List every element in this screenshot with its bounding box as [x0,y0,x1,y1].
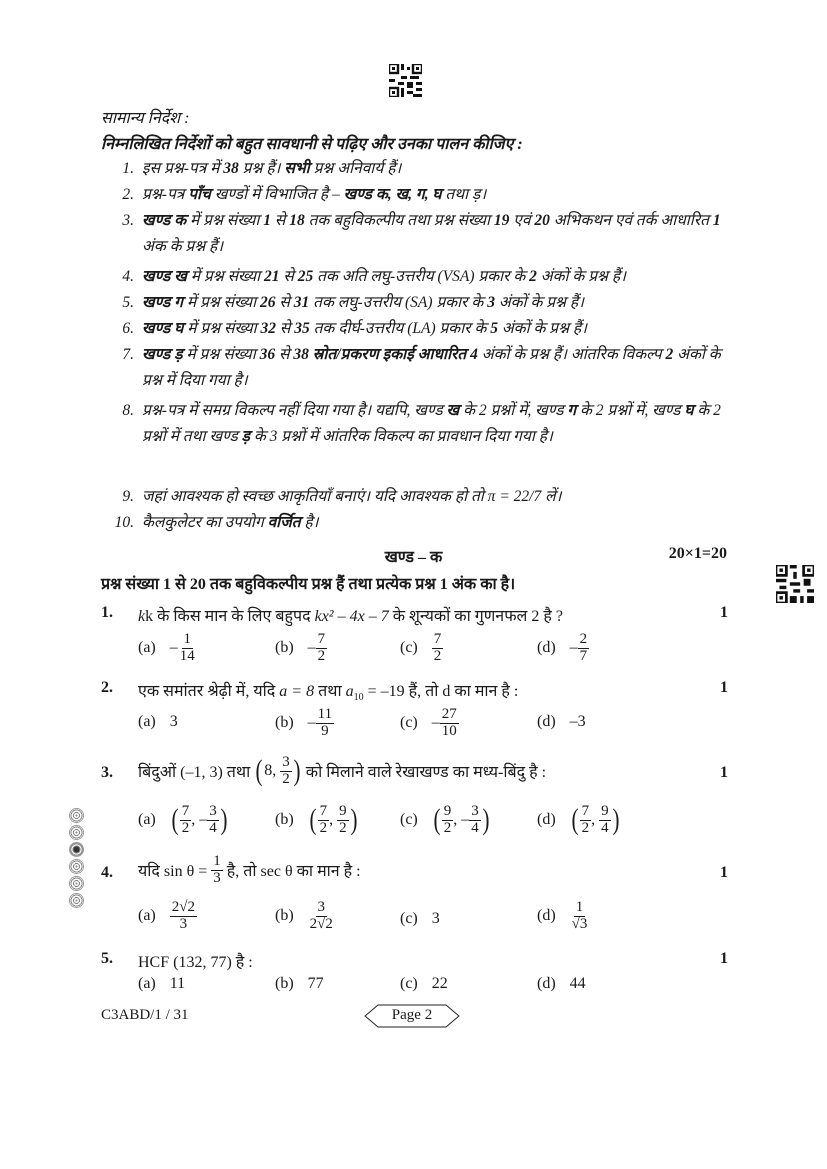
instruction-number: 1. [122,160,134,177]
question-number: 5. [101,950,113,967]
fraction [211,854,223,887]
spiral-icon [69,808,84,823]
option-value: 44 [569,975,586,992]
instruction-item [108,264,728,290]
instruction-number: 10. [114,514,134,531]
question-text [138,755,546,788]
qr-code-side [776,565,814,603]
subscript: 10 [353,692,364,704]
instruction-text: खण्ड घ में प्रश्न संख्या 32 से 35 तक दीर्घ-उत्तरीय (LA) प्रकार के 5 अंकों के प्रश्न हैं। [142,320,588,337]
denominator: 2 [581,819,590,836]
instruction-number: 8. [122,402,134,419]
instruction-item [108,182,728,208]
denominator: 4 [471,819,479,836]
question-number: 2. [101,679,113,696]
option-label: (b) [275,714,294,732]
math-expression: kx² – 4x – 7 [314,608,389,625]
question-text [138,679,518,703]
denominator: 3 [213,869,221,886]
question-marks: 1 [720,950,728,967]
option-label: (a) [138,811,156,829]
option-c [400,975,448,993]
spiral-icon-filled [69,842,84,857]
instruction-text: जहां आवश्यक हो स्वच्छ आकृतियाँ बनाएं। यदि आवश्यक हो तो π = 22/7 लें। [142,488,562,505]
option-label: (d) [537,811,556,829]
text-fragment: k के किस मान के लिए बहुपद [145,608,315,625]
option-value: 3 [431,910,440,927]
option-b: (b) ( $\frac{7}{2}$ , $\frac{9}{2}$ ) [275,803,358,837]
option-a: (a) ( $\frac{7}{2}$ , – $\frac{3}{4}$ ) [138,803,228,837]
instruction-number: 2. [122,186,134,203]
sign: – [169,639,178,657]
instruction-text: कैलकुलेटर का उपयोग वर्जित है। [142,514,319,531]
numerator: 1 [575,899,584,915]
numerator: 3 [471,803,479,819]
option-label: (c) [400,975,418,992]
denominator: 2 [443,819,452,836]
denominator: 2 [317,647,326,664]
point-expression: ( 8, $\frac{3}{2}$ ) [255,754,301,788]
instruction-text: प्रश्न-पत्र पाँच खण्डों में विभाजित है – खण्ड क, ख, ग, घ तथा ड़। [142,186,487,203]
question-marks: 1 [720,604,728,621]
option-label: (c) [400,910,418,927]
option-b [275,975,324,993]
spiral-icon [69,876,84,891]
instruction-number: 4. [122,268,134,285]
question-number: 1. [101,604,113,621]
denominator: 7 [579,647,588,664]
instruction-number: 7. [122,346,134,363]
instruction-text: खण्ड ख में प्रश्न संख्या 21 से 25 तक अति लघु-उत्तरीय (VSA) प्रकार के 2 अंकों के प्रश्न हैं। [142,268,626,285]
numerator: 2 [579,631,588,647]
option-label: (c) [400,639,418,657]
option-label: (d) [537,975,556,992]
option-label: (b) [275,975,294,992]
instructions-subheading: निम्नलिखित निर्देशों को बहुत सावधानी से पढ़िए और उनका पालन कीजिए : [101,136,523,153]
instruction-item [108,316,728,342]
instruction-item [108,484,728,510]
text-fragment: है, तो sec θ का मान है : [222,863,361,881]
instruction-text: प्रश्न-पत्र में समग्र विकल्प नहीं दिया गया है। यद्यपि, खण्ड ख के 2 प्रश्नों में, खण्ड ग के 2 प्रश्नों में, खण्ड घ के 2 प्रश्नों में तथा खण्ड ड़ के 3 प्रश्नों में आंतरिक विकल्प का प्रावधान दिया गया है। [142,402,721,445]
fraction [316,632,328,665]
text-fragment: हैं, तो d का मान है : [404,683,519,700]
option-label: (a) [138,713,156,730]
question-text: kk के किस मान के लिए बहुपद kx² – 4x – 7 के शून्यकों का गुणनफल 2 है ? [138,608,563,625]
numerator: 9 [339,803,347,819]
option-d [537,900,589,933]
numerator: 2√2 [171,899,195,915]
numerator: 7 [319,803,328,819]
section-title: खण्ड – क [384,549,443,566]
text-fragment: बिंदुओं (–1, 3) तथा [138,764,255,782]
instruction-text: खण्ड ग में प्रश्न संख्या 26 से 31 तक लघु-उत्तरीय (SA) प्रकार के 3 अंकों के प्रश्न हैं। [142,294,584,311]
fraction [280,755,292,788]
option-label: (b) [275,639,294,657]
denominator: 4 [601,819,609,836]
instruction-number: 3. [122,212,134,229]
option-d [537,632,589,665]
option-label: (b) [275,907,294,925]
fraction [432,632,444,665]
denominator: 2 [282,770,290,787]
option-label: (d) [537,639,556,657]
text-fragment: तथा [314,683,346,700]
fraction [178,632,197,665]
instruction-item [108,290,728,316]
numerator: 7 [433,631,442,647]
fraction [578,632,590,665]
spiral-icon [69,859,84,874]
denominator: 2 [319,819,328,836]
sign: – [307,714,316,732]
instruction-text: खण्ड क में प्रश्न संख्या 1 से 18 तक बहुविकल्पीय तथा प्रश्न संख्या 19 एवं 20 अभिकथन एवं तर्क आधारित 1 अंक के प्रश्न हैं। [142,212,721,255]
option-label: (a) [138,907,156,925]
denominator: 3 [179,915,188,932]
qr-code-top [389,64,422,97]
option-a [138,713,178,731]
text-fragment: को मिलाने वाले रेखाखण्ड का मध्य-बिंदु है : [301,764,547,782]
instruction-item [108,510,728,536]
option-b [275,707,334,740]
math-expression: a = 8 [279,683,315,700]
option-value: 22 [431,975,448,992]
text-fragment: के शून्यकों का गुणनफल 2 है ? [388,608,563,625]
point-x: 8, [264,762,277,780]
denominator: 4 [209,819,217,836]
math-expression: = –19 [363,683,405,700]
question-marks: 1 [720,764,728,781]
fraction [440,707,459,740]
denominator: 14 [179,647,195,664]
section-marks: 20×1=20 [668,545,727,562]
numerator: 7 [581,803,590,819]
option-a [138,632,197,665]
section-instruction: प्रश्न संख्या 1 से 20 तक बहुविकल्पीय प्रश्न हैं तथा प्रत्येक प्रश्न 1 अंक का है। [101,576,516,593]
sign: – [307,639,316,657]
option-label: (d) [537,907,556,925]
instruction-text: खण्ड ड़ में प्रश्न संख्या 36 से 38 स्रोत/प्रकरण इकाई आधारित 4 अंकों के प्रश्न हैं। आंतरिक विकल्प 2 अंकों के प्रश्न में दिया गया है। [142,346,721,389]
numerator: 7 [181,803,190,819]
fraction [316,707,334,740]
numerator: 9 [443,803,452,819]
option-c: (c) ( $\frac{9}{2}$ , – $\frac{3}{4}$ ) [400,803,490,837]
instructions-heading: सामान्य निर्देश : [101,110,190,127]
sign: – [569,639,578,657]
question-text [138,854,361,887]
denominator: 2 [433,647,442,664]
spiral-icon [69,825,84,840]
option-label: (c) [400,811,418,829]
text-fragment: एक समांतर श्रेढ़ी में, यदि [138,683,280,700]
option-d [537,713,586,731]
sign: – [431,714,440,732]
question-text: HCF (132, 77) है : [138,954,253,971]
instruction-item [108,398,728,450]
numerator: 1 [183,631,192,647]
option-label: (b) [275,811,294,829]
instruction-number: 5. [122,294,134,311]
question-marks: 1 [720,864,728,881]
option-label: (c) [400,714,418,732]
option-c [400,707,459,740]
option-value: 3 [169,713,178,730]
instruction-item [108,208,728,260]
denominator: 2√2 [309,915,333,932]
option-value: 77 [307,975,324,992]
denominator: √3 [571,915,588,932]
denominator: 9 [321,722,329,739]
page-number: Page 2 [391,1007,433,1023]
denominator: 2 [181,819,190,836]
denominator: 10 [441,722,457,739]
spiral-icon [69,893,84,908]
instruction-item [108,156,728,182]
numerator: 1 [213,853,221,869]
option-b [275,900,335,933]
instruction-item [108,342,728,394]
text-fragment: यदि sin θ = [138,863,212,881]
sign: – [199,811,208,829]
option-d: (d) ( $\frac{7}{2}$ , $\frac{9}{4}$ ) [537,803,620,837]
denominator: 2 [339,819,347,836]
numerator: 27 [441,706,457,722]
math-variable: a [345,683,354,700]
margin-spiral-marks [69,808,85,910]
question-marks: 1 [720,679,728,696]
option-b [275,632,327,665]
option-c [400,632,443,665]
numerator: 9 [601,803,609,819]
option-value: 11 [169,975,186,992]
instruction-text: इस प्रश्न-पत्र में 38 प्रश्न हैं। सभी प्रश्न अनिवार्य हैं। [142,160,402,177]
option-a [138,900,197,933]
numerator: 11 [317,706,333,722]
sign: – [461,811,470,829]
page-number-badge [364,1004,460,1028]
option-value: –3 [569,713,586,730]
option-label: (d) [537,713,556,730]
question-number: 4. [101,864,113,881]
option-a [138,975,185,993]
option-d [537,975,586,993]
question-number: 3. [101,764,113,781]
numerator: 7 [317,631,326,647]
numerator: 3 [282,754,290,770]
paper-code: C3ABD/1 / 31 [101,1007,189,1023]
numerator: 3 [317,899,326,915]
numerator: 3 [209,803,217,819]
instruction-number: 9. [122,488,134,505]
option-label: (a) [138,639,156,657]
option-label: (a) [138,975,156,992]
instruction-number: 6. [122,320,134,337]
option-c [400,910,440,928]
